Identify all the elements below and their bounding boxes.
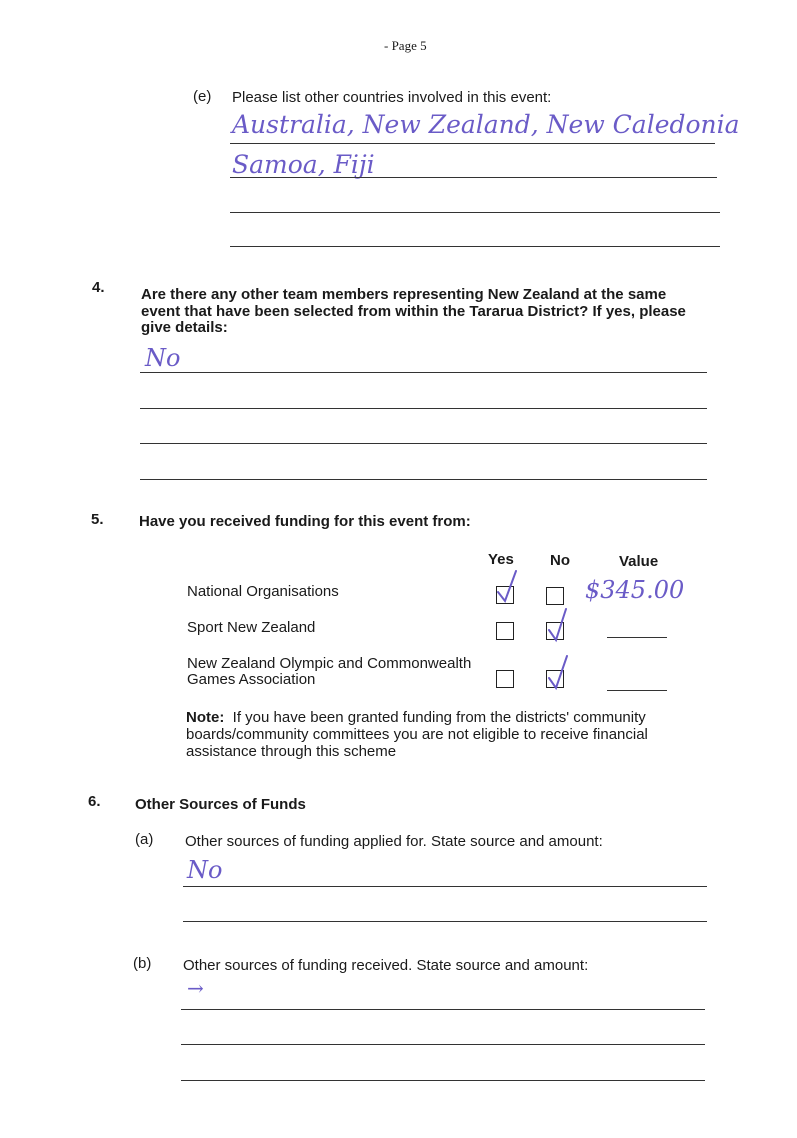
q4-question-line2: event that have been selected from within the Tararua District? If yes, please xyxy=(141,303,686,320)
q5-number: 5. xyxy=(91,511,104,528)
q6-number: 6. xyxy=(88,793,101,810)
q5-note-text1: If you have been granted funding from the districts' community xyxy=(232,709,646,726)
q5-row1-no-checkbox[interactable] xyxy=(546,587,564,605)
q6b-marker: (b) xyxy=(133,955,152,972)
q5-row-sport-nz-label: Sport New Zealand xyxy=(187,619,316,636)
q5-row1-value-handwritten: $345.00 xyxy=(585,576,685,604)
q5-note-line3: assistance through this scheme xyxy=(186,743,397,760)
q5-row3-value-line xyxy=(607,690,667,691)
q4-question-line3: give details: xyxy=(141,319,228,336)
q5-row-nzoc-label-line2: Games Association xyxy=(187,671,316,688)
q4-handwritten-answer: No xyxy=(145,344,181,372)
q5-row2-value-line xyxy=(607,637,667,638)
q5-col-no: No xyxy=(550,552,570,569)
q5-question: Have you received funding for this event from: xyxy=(139,513,471,530)
q5-note-label: Note: xyxy=(186,709,225,726)
q6b-label: Other sources of funding received. State source and amount: xyxy=(183,957,589,974)
q4-answer-line-4 xyxy=(140,479,707,480)
q5-note-line2: boards/community committees you are not eligible to receive financial xyxy=(186,726,648,743)
q4-answer-line-1 xyxy=(140,372,707,373)
q3e-answer-line-3 xyxy=(230,212,720,213)
q3e-label: Please list other countries involved in this event: xyxy=(232,89,552,106)
q4-number: 4. xyxy=(92,279,105,296)
q3e-handwritten-answer-line1: Australia, New Zealand, New Caledonia xyxy=(232,110,740,139)
q5-row-national-organisations-label: National Organisations xyxy=(187,583,339,600)
q6-title: Other Sources of Funds xyxy=(135,796,306,813)
q6a-handwritten-answer: No xyxy=(187,856,223,884)
q6b-answer-line-1 xyxy=(181,1009,705,1010)
q5-note-line1 xyxy=(186,709,646,727)
q5-row-nzoc-label-line1: New Zealand Olympic and Commonwealth xyxy=(187,655,472,672)
q6b-answer-line-3 xyxy=(181,1080,705,1081)
q3e-marker: (e) xyxy=(193,88,212,105)
q5-row2-yes-checkbox[interactable] xyxy=(496,622,514,640)
q5-col-yes: Yes xyxy=(488,551,514,568)
q6a-label: Other sources of funding applied for. State source and amount: xyxy=(185,833,603,850)
q6a-marker: (a) xyxy=(135,831,154,848)
q4-answer-line-3 xyxy=(140,443,707,444)
q3e-answer-line-4 xyxy=(230,246,720,247)
q6a-answer-line-2 xyxy=(183,921,707,922)
q4-question-line1: Are there any other team members representing New Zealand at the same xyxy=(141,286,667,303)
page-number: - Page 5 xyxy=(384,38,427,53)
q6b-handwritten-answer: → xyxy=(187,976,204,1000)
q4-answer-line-2 xyxy=(140,408,707,409)
q5-row3-no-check-mark xyxy=(544,653,574,693)
q3e-handwritten-answer-line2: Samoa, Fiji xyxy=(232,150,375,179)
q3e-answer-line-2 xyxy=(230,177,717,178)
q6b-answer-line-2 xyxy=(181,1044,705,1045)
q5-row1-yes-check-mark xyxy=(494,568,524,606)
q5-row3-yes-checkbox[interactable] xyxy=(496,670,514,688)
q3e-answer-line-1 xyxy=(230,143,715,144)
q6a-answer-line-1 xyxy=(183,886,707,887)
q5-col-value: Value xyxy=(619,553,659,570)
q5-row2-no-check-mark xyxy=(544,606,574,646)
